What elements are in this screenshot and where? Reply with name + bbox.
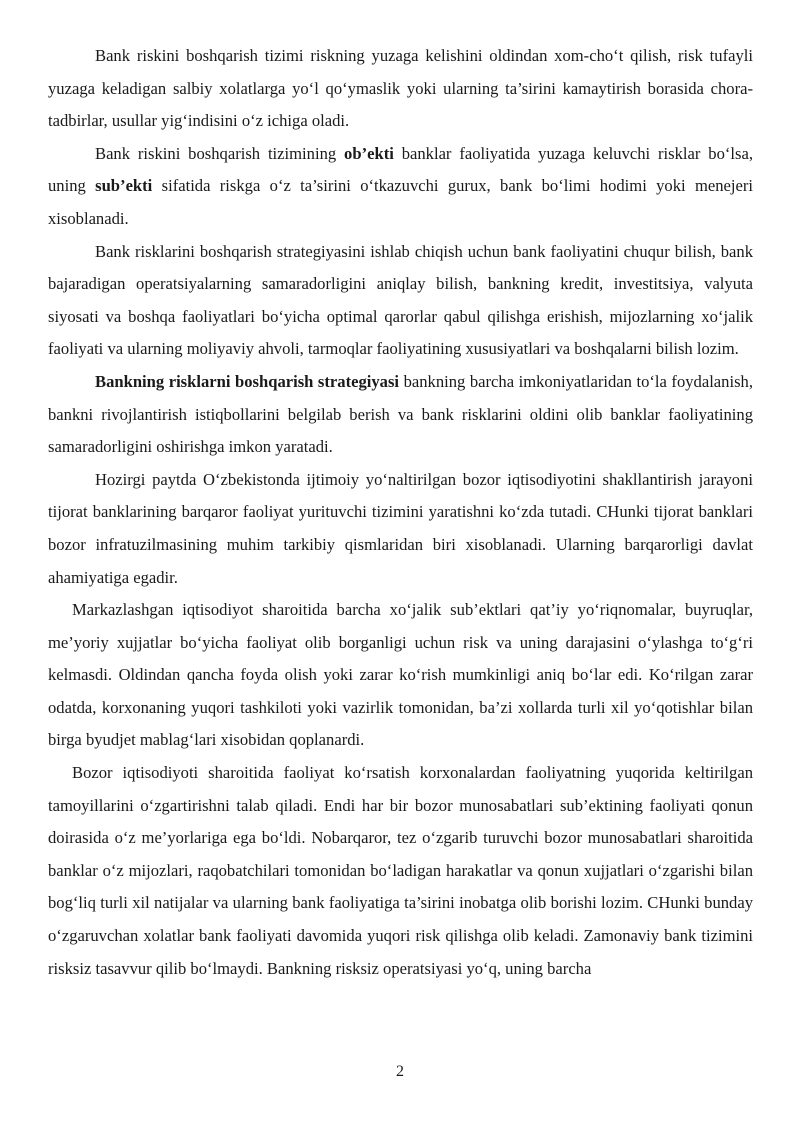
paragraph-centralized-economy (48, 594, 753, 757)
paragraph-object-subject (48, 138, 753, 236)
paragraph-text: Markazlashgan iqtisodiyot sharoitida barcha xo‘jalik sub’ektlari qat’iy yo‘riqnomalar, buyruqlar, me’yoriy xujjatlar bo‘yicha faoliyat olib borganligi uchun risk va uning darajasini o‘ylashga to‘g‘ri kelmasdi. Oldindan qancha foyda olish yoki zarar ko‘rish mumkinligi aniq bo‘lar edi. Ko‘rilgan zarar odatda, korxonaning yuqori tashkiloti yoki vazirlik tomonidan, ba’zi xollarda turli xil yo‘qotishlar bilan birga byudjet mablag‘lari xisobidan qoplanardi. (48, 600, 753, 750)
term-risk-strategy: Bankning risklarni boshqarish strategiyasi (95, 371, 400, 391)
paragraph-market-economy (48, 757, 753, 985)
paragraph-bank-strategy (48, 366, 753, 464)
page-number: 2 (396, 1063, 404, 1080)
paragraph-text: Bank risklarini boshqarish strategiyasini ishlab chiqish uchun bank faoliyatini chuqur bilish, bank bajaradigan operatsiyalarning samaradorligini aniqlay bilish, bankning kredit, investitsiya, valyuta siyosati va boshqa faoliyatlari bo‘yicha optimal qarorlar qabul qilishga erishish, mijozlarning xo‘jalik faoliyati va ularning moliyaviy ahvoli, tarmoqlar faoliyatining xususiyatlari va boshqalarni bilish lozim. (48, 241, 753, 359)
paragraph-text: Bozor iqtisodiyoti sharoitida faoliyat ko‘rsatish korxonalardan faoliyatning yuqorida keltirilgan tamoyillarini o‘zgartirishni talab qiladi. Endi har bir bozor munosabatlari sub’ektining faoliyati qonun doirasida o‘z me’yorlariga ega bo‘ldi. Nobarqaror, tez o‘zgarib turuvchi bozor munosabatlari sharoitida banklar o‘z mijozlari, raqobatchilari tomonidan bo‘ladigan harakatlar va qonun xujjatlari o‘zgarishi bilan bog‘liq turli xil natijalar va ularning bank faoliyatiga ta’sirini inobatga olib borishi lozim. CHunki bunday o‘zgaruvchan xolatlar bank faoliyati davomida yuqori risk qilishga olib keladi. Zamonaviy bank tizimini risksiz tasavvur qilib bo‘lmaydi. Bankning risksiz operatsiyasi yo‘q, uning barcha (48, 763, 753, 978)
paragraph-text: banklar faoliyatida yuzaga keluvchi risklar bo‘lsa, uning (48, 143, 753, 196)
paragraph-text: bankning barcha imkoniyatlaridan to‘la foydalanish, bankni rivojlantirish istiqbollarini belgilab berish va bank risklarini oldini olib banklar faoliyatining samaradorligini oshirishga imkon yaratadi. (48, 371, 753, 457)
term-subject: sub’ekti (95, 176, 153, 196)
paragraph-text: Hozirgi paytda O‘zbekistonda ijtimoiy yo‘naltirilgan bozor iqtisodiyotini shakllantirish jarayoni tijorat banklarining barqaror faoliyat yurituvchi tizimini yaratishni ko‘zda tutadi. CHunki tijorat banklari bozor infratuzilmasining muhim tarkibiy qismlaridan biri xisoblanadi. Ularning barqarorligi davlat ahamiyatiga egadir. (48, 469, 753, 587)
paragraph-risk-management-system (48, 40, 753, 138)
paragraph-text: Bank riskini boshqarish tizimining (95, 143, 345, 163)
document-body (48, 40, 753, 985)
term-object: ob’ekti (344, 143, 394, 163)
paragraph-text: Bank riskini boshqarish tizimi riskning yuzaga kelishini oldindan xom-cho‘t qilish, risk tufayli yuzaga keladigan salbiy xolatlarga yo‘l qo‘ymaslik yoki ularning ta’sirini kamaytirish borasida chora-tadbirlar, usullar yig‘indisini o‘z ichiga oladi. (48, 46, 753, 131)
paragraph-strategy-development (48, 236, 753, 366)
paragraph-uzbekistan (48, 464, 753, 594)
paragraph-text: sifatida riskga o‘z ta’sirini o‘tkazuvchi gurux, bank bo‘limi hodimi yoki menejeri xisoblanadi. (48, 176, 753, 228)
